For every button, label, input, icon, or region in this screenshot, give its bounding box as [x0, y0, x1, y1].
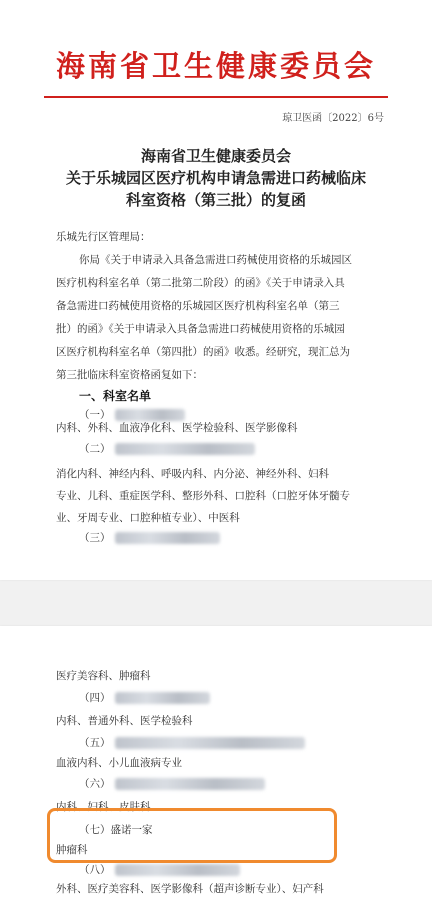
- item-label-7: （七）: [79, 824, 111, 836]
- redacted-name: [115, 532, 220, 544]
- department-list: 内科、普通外科、医学检验科: [56, 715, 193, 727]
- list-item-label: [79, 776, 265, 791]
- title-line-1: 海南省卫生健康委员会: [140, 147, 291, 165]
- paragraph-line: 批）的函》《关于申请录入具备急需进口药械使用资格的乐城园: [56, 323, 345, 335]
- department-list: 专业、儿科、重症医学科、整形外科、口腔科（口腔牙体牙髓专: [56, 490, 350, 502]
- list-item-label: [79, 735, 305, 750]
- highlight-box: [47, 808, 337, 863]
- salutation: 乐城先行区管理局：: [56, 231, 151, 243]
- section-heading: 一、科室名单: [79, 389, 152, 403]
- department-list: 内科、妇科、皮肤科: [56, 801, 151, 813]
- list-item-label: [79, 530, 220, 545]
- item-label-5: （五）: [79, 737, 111, 749]
- title-line-3: 科室资格（第三批）的复函: [125, 191, 306, 209]
- letterhead-red-line: [44, 96, 388, 98]
- department-list: 血液内科、小儿血液病专业: [56, 757, 182, 769]
- redacted-name: [115, 737, 305, 749]
- list-item-label: [79, 690, 210, 705]
- redacted-name: [115, 692, 210, 704]
- redacted-name: [115, 864, 240, 876]
- item-label-3: （三）: [79, 532, 111, 544]
- hospital-name: 盛诺一家: [110, 824, 153, 836]
- paragraph-line: 你局《关于申请录入具备急需进口药械使用资格的乐城园区: [79, 254, 352, 266]
- paragraph-line: 区医疗机构科室名单（第四批）的函》收悉。经研究，现汇总为: [56, 346, 350, 358]
- redacted-name: [115, 778, 265, 790]
- item-label-4: （四）: [79, 692, 111, 704]
- department-list: 肿瘤科: [56, 844, 88, 856]
- paragraph-line: 备急需进口药械使用资格的乐城园区医疗机构科室名单（第三: [56, 300, 340, 312]
- list-item-label: [79, 862, 240, 877]
- item-label-2: （二）: [79, 443, 111, 455]
- department-list: 消化内科、神经内科、呼吸内科、内分泌、神经外科、妇科: [56, 468, 329, 480]
- paragraph-line: 第三批临床科室资格函复如下：: [56, 369, 203, 381]
- document-number: 琼卫医函〔2022〕6号: [282, 113, 384, 124]
- department-list: 外科、医疗美容科、医学影像科（超声诊断专业）、妇产科: [56, 883, 324, 895]
- redacted-name: [115, 443, 255, 455]
- item-label-1: （一）: [79, 409, 111, 421]
- list-item-label: [79, 441, 255, 456]
- department-list: 业、牙周专业、口腔种植专业）、中医科: [56, 512, 240, 524]
- item-label-6: （六）: [79, 778, 111, 790]
- item-label-8: （八）: [79, 864, 111, 876]
- title-line-2: 关于乐城园区医疗机构申请急需进口药械临床: [65, 169, 366, 187]
- department-list: 医疗美容科、肿瘤科: [56, 670, 151, 682]
- letterhead-org-name: 海南省卫生健康委员会: [55, 49, 376, 83]
- department-list: 内科、外科、血液净化科、医学检验科、医学影像科: [56, 422, 298, 434]
- paragraph-line: 医疗机构科室名单（第二批第二阶段）的函》《关于申请录入具: [56, 277, 345, 289]
